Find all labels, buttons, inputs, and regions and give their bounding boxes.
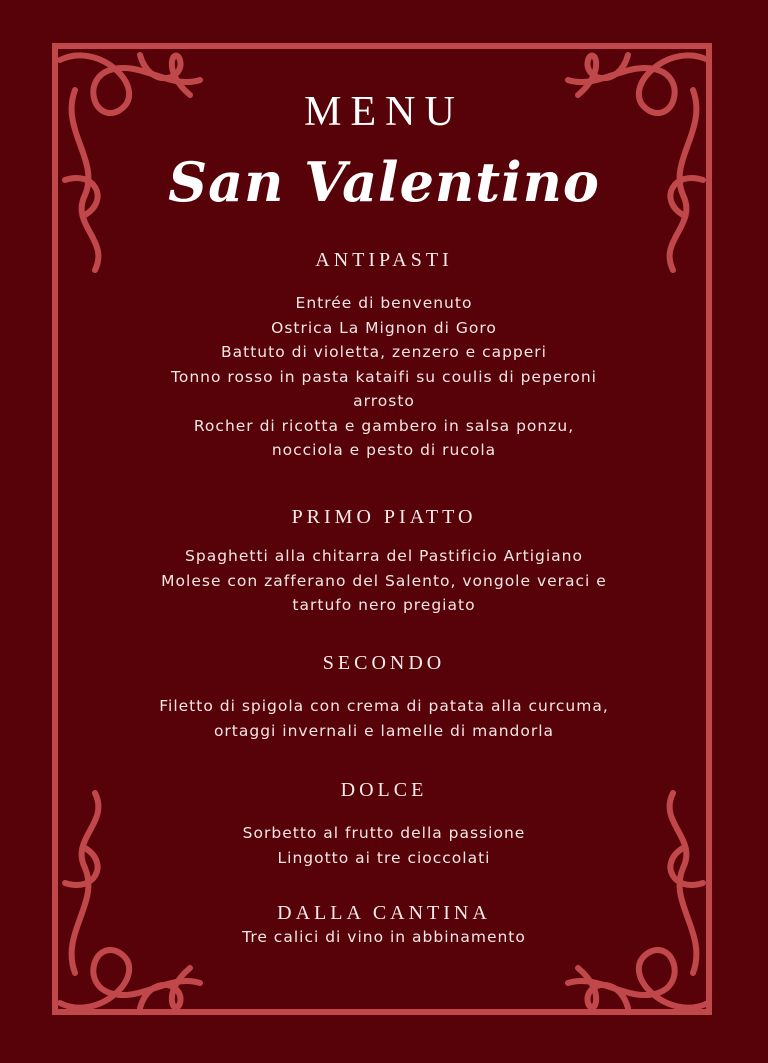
- section-heading-antipasti: ANTIPASTI: [315, 249, 453, 271]
- list-item: Ostrica La Mignon di Goro: [271, 318, 497, 337]
- list-item: arrosto: [353, 392, 415, 410]
- list-item: ortaggi invernali e lamelle di mandorla: [213, 721, 555, 740]
- list-item: Tonno rosso in pasta kataifi su coulis di peperoni: [171, 367, 597, 386]
- section-heading-dolce: DOLCE: [340, 779, 428, 801]
- list-item: Molese con zafferano del Salento, vongole veraci e: [161, 571, 607, 590]
- section-heading-secondo: SECONDO: [322, 652, 446, 674]
- list-item: Lingotto ai tre cioccolati: [277, 848, 491, 867]
- list-item: Spaghetti alla chitarra del Pastificio Artigiano: [185, 547, 583, 565]
- list-item: nocciola e pesto di rucola: [271, 441, 497, 459]
- list-item: tartufo nero pregiato: [292, 596, 476, 614]
- menu-subtitle: San Valentino: [168, 150, 600, 214]
- menu-title: MENU: [304, 89, 464, 135]
- list-item: Battuto di violetta, zenzero e capperi: [221, 343, 547, 361]
- section-items-dolce: [100, 821, 668, 870]
- list-item: Tre calici di vino in abbinamento: [242, 928, 526, 946]
- list-item: Filetto di spigola con crema di patata alla curcuma,: [159, 697, 609, 715]
- section-items-antipasti: [100, 291, 668, 463]
- section-items-secondo: [100, 694, 668, 743]
- section-heading-dalla-cantina: DALLA CANTINA: [277, 902, 491, 924]
- section-items-dalla-cantina: [100, 925, 668, 950]
- list-item: Entrée di benvenuto: [295, 294, 473, 312]
- section-items-primo-piatto: [100, 544, 668, 618]
- list-item: Sorbetto al frutto della passione: [242, 824, 526, 842]
- section-heading-primo-piatto: PRIMO PIATTO: [291, 506, 477, 528]
- list-item: Rocher di ricotta e gambero in salsa ponzu,: [193, 416, 575, 435]
